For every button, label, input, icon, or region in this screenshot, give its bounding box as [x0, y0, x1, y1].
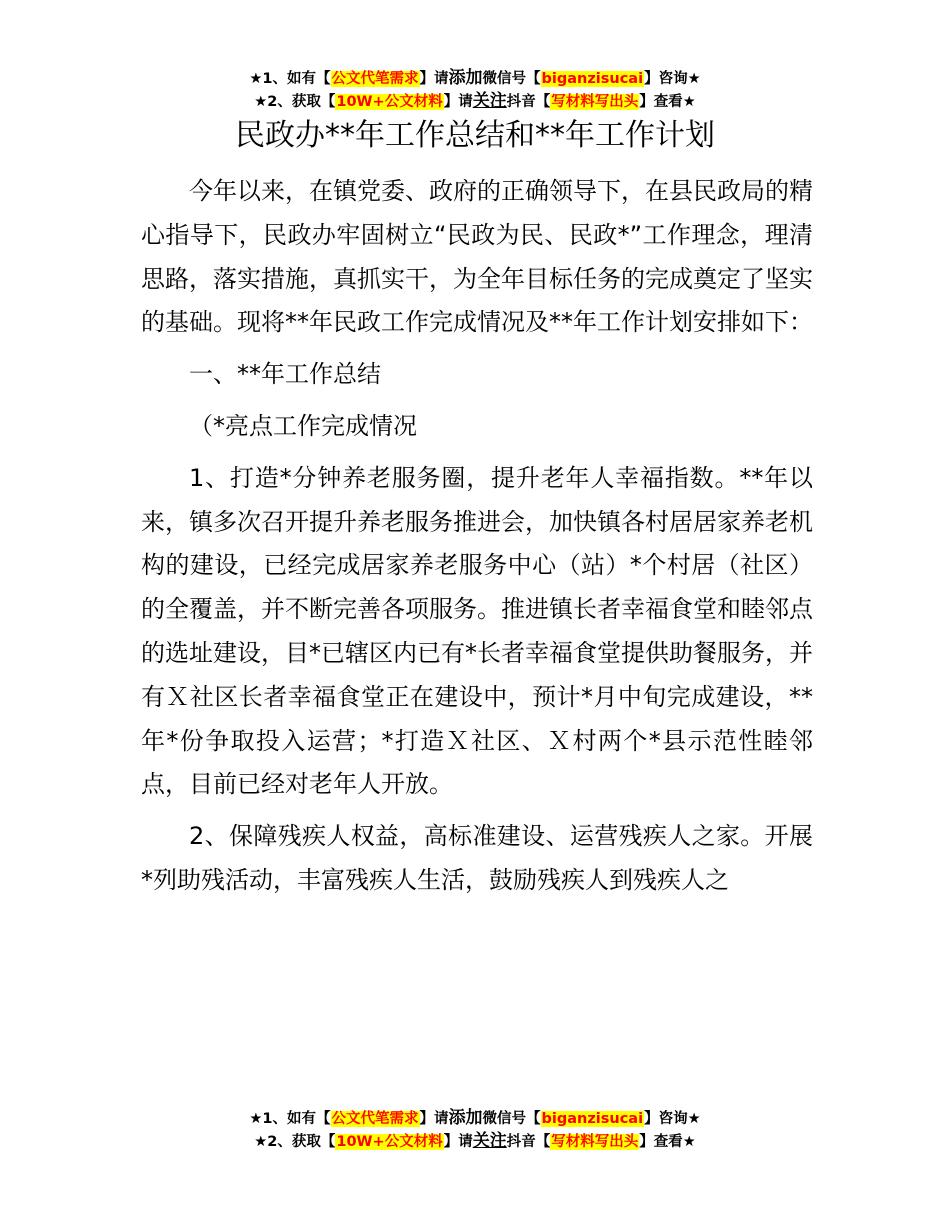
banner-text: ★1、如有【: [249, 1111, 331, 1127]
banner-text: 】请: [419, 71, 449, 87]
banner-highlight: 10W+公文材料: [336, 94, 443, 110]
banner-text: 抖音【: [506, 94, 551, 110]
banner-text: 微信号【: [482, 1111, 541, 1127]
banner-text: 】请: [443, 94, 473, 110]
banner-text: 】咨询★: [644, 71, 701, 87]
banner-text: 】查看★: [639, 94, 696, 110]
banner-emphasis: 关注: [472, 1131, 507, 1151]
banner-highlight: 写材料写出头: [551, 94, 639, 110]
banner-highlight: 公文代笔需求: [331, 71, 419, 87]
section-heading: 一、**年工作总结: [189, 360, 381, 389]
banner-line-1: [0, 1107, 950, 1130]
banner-text: 微信号【: [482, 71, 541, 87]
subsection-heading: （*亮点工作完成情况: [189, 411, 417, 440]
banner-emphasis: 添加: [448, 68, 483, 88]
banner-line-1: [0, 67, 950, 90]
document-title: 民政办**年工作总结和**年工作计划: [235, 118, 715, 153]
banner-emphasis: 关注: [472, 91, 507, 111]
header-banner: [0, 67, 950, 113]
banner-text: ★1、如有【: [249, 71, 331, 87]
paragraph-item-2: 2、保障残疾人权益，高标准建设、运营残疾人之家。开展*列助残活动，丰富残疾人生活，鼓励残疾人到残疾人之: [141, 822, 813, 894]
banner-text: 】请: [419, 1111, 449, 1127]
paragraph-item-1: 1、打造*分钟养老服务圈，提升老年人幸福指数。**年以来，镇多次召开提升养老服务推进会，加快镇各村居居家养老机构的建设，已经完成居家养老服务中心（站）*个村居（社区）的全覆盖，并不断完善各项服务。推进镇长者幸福食堂和睦邻点的选址建设，目*已辖区内已有*长者幸福食堂提供助餐服务，并有Ｘ社区长者幸福食堂正在建设中，预计*月中旬完成建设，**年*份争取投入运营；*打造Ｘ社区、Ｘ村两个*县示范性睦邻点，目前已经对老年人开放。: [141, 463, 813, 799]
document-body: [141, 170, 813, 911]
banner-line-2: [0, 1130, 950, 1153]
banner-text: ★2、获取【: [254, 94, 336, 110]
banner-highlight: 10W+公文材料: [336, 1134, 443, 1150]
banner-highlight: 公文代笔需求: [331, 1111, 419, 1127]
banner-emphasis: 添加: [448, 1108, 483, 1128]
banner-text: 】请: [443, 1134, 473, 1150]
paragraph-intro: 今年以来，在镇党委、政府的正确领导下，在县民政局的精心指导下，民政办牢固树立“民政为民、民政*”工作理念，理清思路，落实措施，真抓实干，为全年目标任务的完成奠定了坚实的基础。现将**年民政工作完成情况及**年工作计划安排如下：: [141, 177, 813, 337]
footer-banner: [0, 1107, 950, 1153]
banner-text: 】咨询★: [644, 1111, 701, 1127]
banner-line-2: [0, 90, 950, 113]
banner-highlight: biganzisucai: [541, 1111, 644, 1127]
banner-highlight: biganzisucai: [541, 71, 644, 87]
banner-highlight: 写材料写出头: [551, 1134, 639, 1150]
banner-text: 抖音【: [506, 1134, 551, 1150]
banner-text: ★2、获取【: [254, 1134, 336, 1150]
banner-text: 】查看★: [639, 1134, 696, 1150]
